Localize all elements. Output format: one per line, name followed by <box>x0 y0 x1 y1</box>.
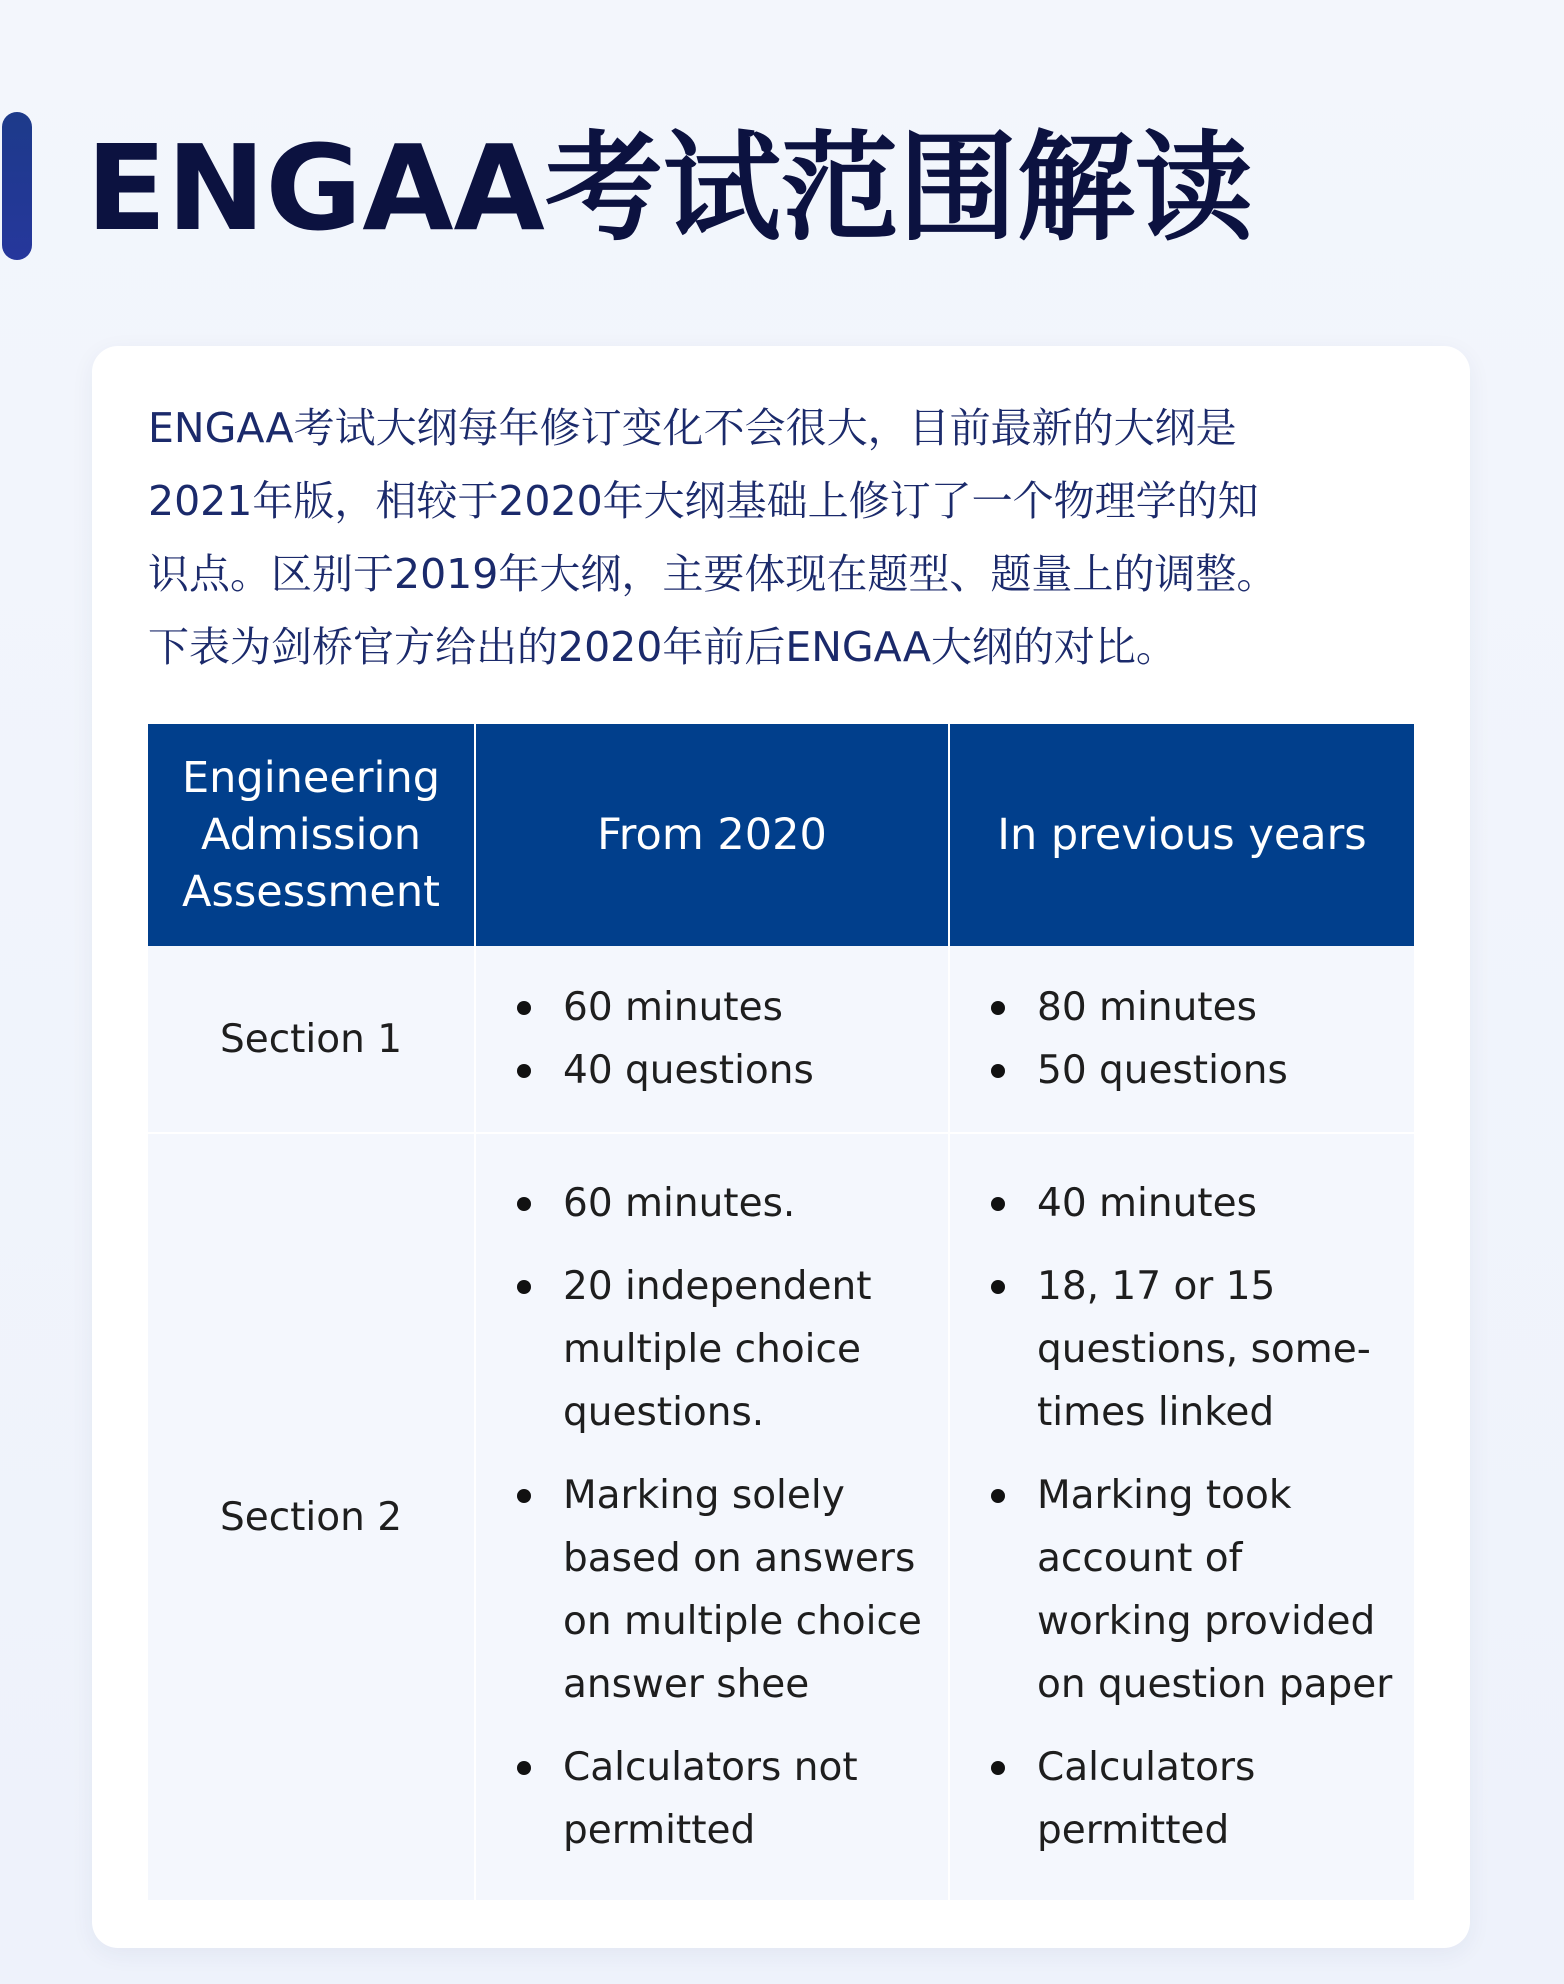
list-item: 60 minutes <box>513 976 937 1039</box>
from-2020-cell <box>475 946 949 1133</box>
header-from-2020: From 2020 <box>475 724 949 946</box>
from-2020-cell <box>475 1133 949 1900</box>
header-assessment: Engineering Admission Assessment <box>148 724 475 946</box>
list-item: 80 minutes <box>987 976 1403 1039</box>
list-item: Calculators not permitted <box>513 1736 937 1862</box>
list-item: Marking took account of working provided on question paper <box>987 1464 1403 1716</box>
previous-years-cell <box>949 946 1414 1133</box>
previous-years-cell <box>949 1133 1414 1900</box>
section-label: Section 1 <box>148 946 475 1133</box>
table-header-row <box>148 724 1414 946</box>
content-card <box>92 346 1470 1948</box>
table-row-section-2 <box>148 1133 1414 1900</box>
intro-paragraph: ENGAA考试大纲每年修订变化不会很大，目前最新的大纲是 2021年版，相较于2020年大纲基础上修订了一个物理学的知 识点。区别于2019年大纲，主要体现在题型、题量上的调整。 下表为剑桥官方给出的2020年前后ENGAA大纲的对比。 <box>148 404 1278 671</box>
list-item: 50 questions <box>987 1039 1403 1102</box>
bullet-list <box>951 976 1413 1102</box>
section-label: Section 2 <box>148 1133 475 1900</box>
list-item: 60 minutes. <box>513 1172 937 1235</box>
list-item: 40 minutes <box>987 1172 1403 1235</box>
page-title: ENGAA考试范围解读 <box>86 119 1253 257</box>
list-item: 40 questions <box>513 1039 937 1102</box>
bullet-list <box>951 1172 1413 1862</box>
bullet-list <box>477 976 947 1102</box>
list-item: 20 independent multiple choice questions. <box>513 1255 937 1444</box>
header-previous-years: In previous years <box>949 724 1414 946</box>
list-item: Marking solely based on answers on multiple choice answer shee <box>513 1464 937 1716</box>
table-row-section-1 <box>148 946 1414 1133</box>
comparison-table <box>148 724 1414 1900</box>
list-item: Calculators permitted <box>987 1736 1403 1862</box>
bullet-list <box>477 1172 947 1862</box>
list-item: 18, 17 or 15 questions, some- times linked <box>987 1255 1403 1444</box>
title-accent-bar <box>2 112 32 260</box>
